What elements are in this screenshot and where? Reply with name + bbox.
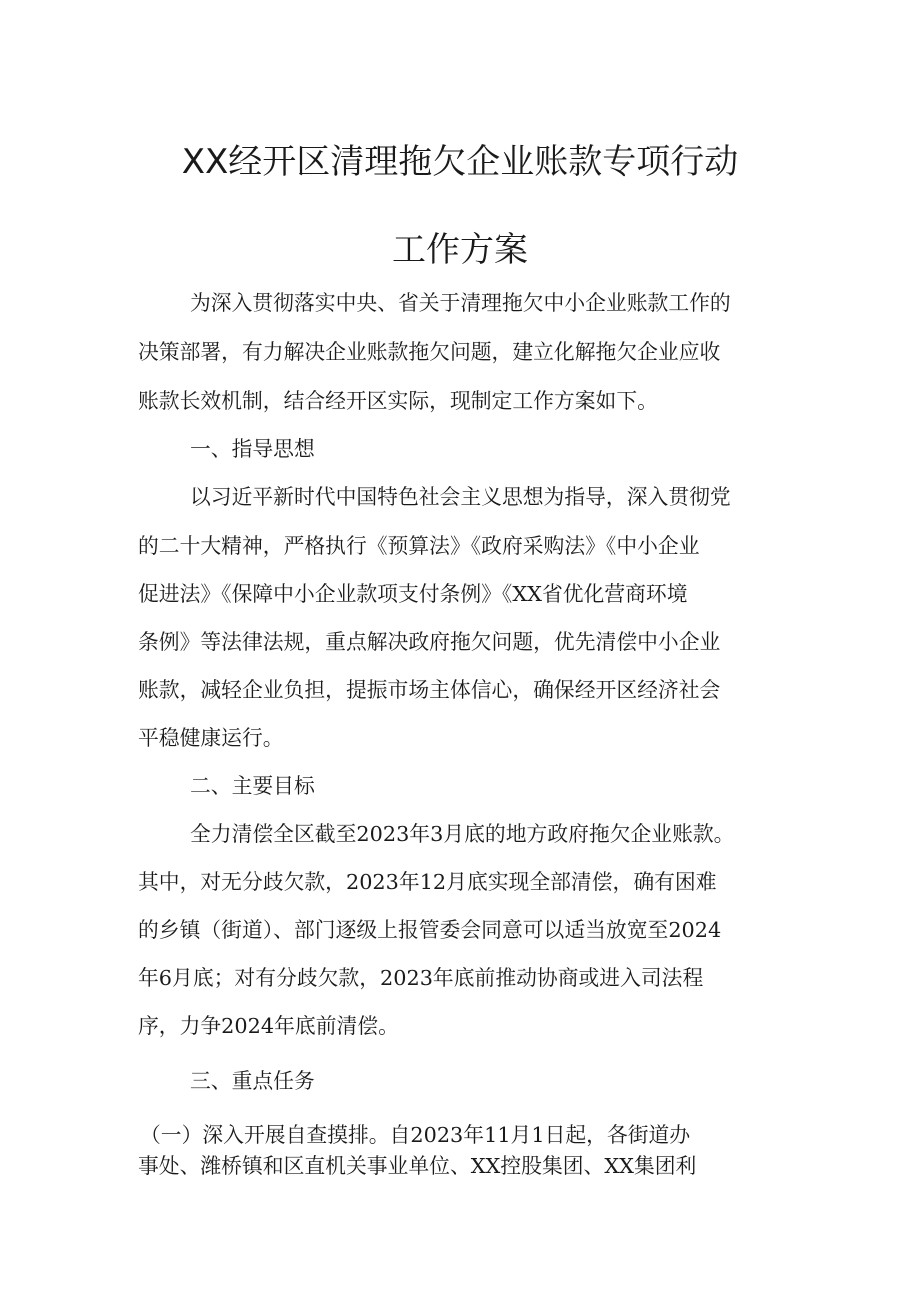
section3-line: （一）深入开展自查摸排。自2023年11月1日起，各街道办 [140,1123,691,1147]
section1-line: 平稳健康运行。 [138,726,284,750]
section1-line: 条例》等法律法规，重点解决政府拖欠问题，优先清偿中小企业 [138,630,721,654]
section1-line: 促进法》《保障中小企业款项支付条例》《XX省优化营商环境 [138,582,688,606]
document-title-line-1: XX经开区清理拖欠企业账款专项行动 [181,142,739,182]
section2-line: 年6月底；对有分歧欠款，2023年底前推动协商或进入司法程 [138,966,704,990]
section1-line: 的二十大精神，严格执行《预算法》《政府采购法》《中小企业 [138,534,700,558]
section1-line: 以习近平新时代中国特色社会主义思想为指导，深入贯彻党 [190,485,731,509]
section2-line: 其中，对无分歧欠款，2023年12月底实现全部清偿，确有困难 [138,870,717,894]
section1-line: 账款，减轻企业负担，提振市场主体信心，确保经开区经济社会 [138,678,721,702]
document-title-line-2: 工作方案 [392,230,528,270]
section-heading-key-tasks: 三、重点任务 [190,1069,315,1093]
intro-line: 为深入贯彻落实中央、省关于清理拖欠中小企业账款工作的 [190,291,731,315]
section-heading-main-goals: 二、主要目标 [190,774,315,798]
section2-line: 全力清偿全区截至2023年3月底的地方政府拖欠企业账款。 [190,822,735,846]
section-heading-guiding-thought: 一、指导思想 [190,437,315,461]
section3-line: 事处、潍桥镇和区直机关事业单位、XX控股集团、XX集团利 [138,1154,697,1178]
intro-line: 账款长效机制，结合经开区实际，现制定工作方案如下。 [138,389,658,413]
intro-line: 决策部署，有力解决企业账款拖欠问题，建立化解拖欠企业应收 [138,340,721,364]
section2-line: 序，力争2024年底前清偿。 [138,1014,399,1038]
section2-line: 的乡镇（街道）、部门逐级上报管委会同意可以适当放宽至2024 [138,918,722,942]
